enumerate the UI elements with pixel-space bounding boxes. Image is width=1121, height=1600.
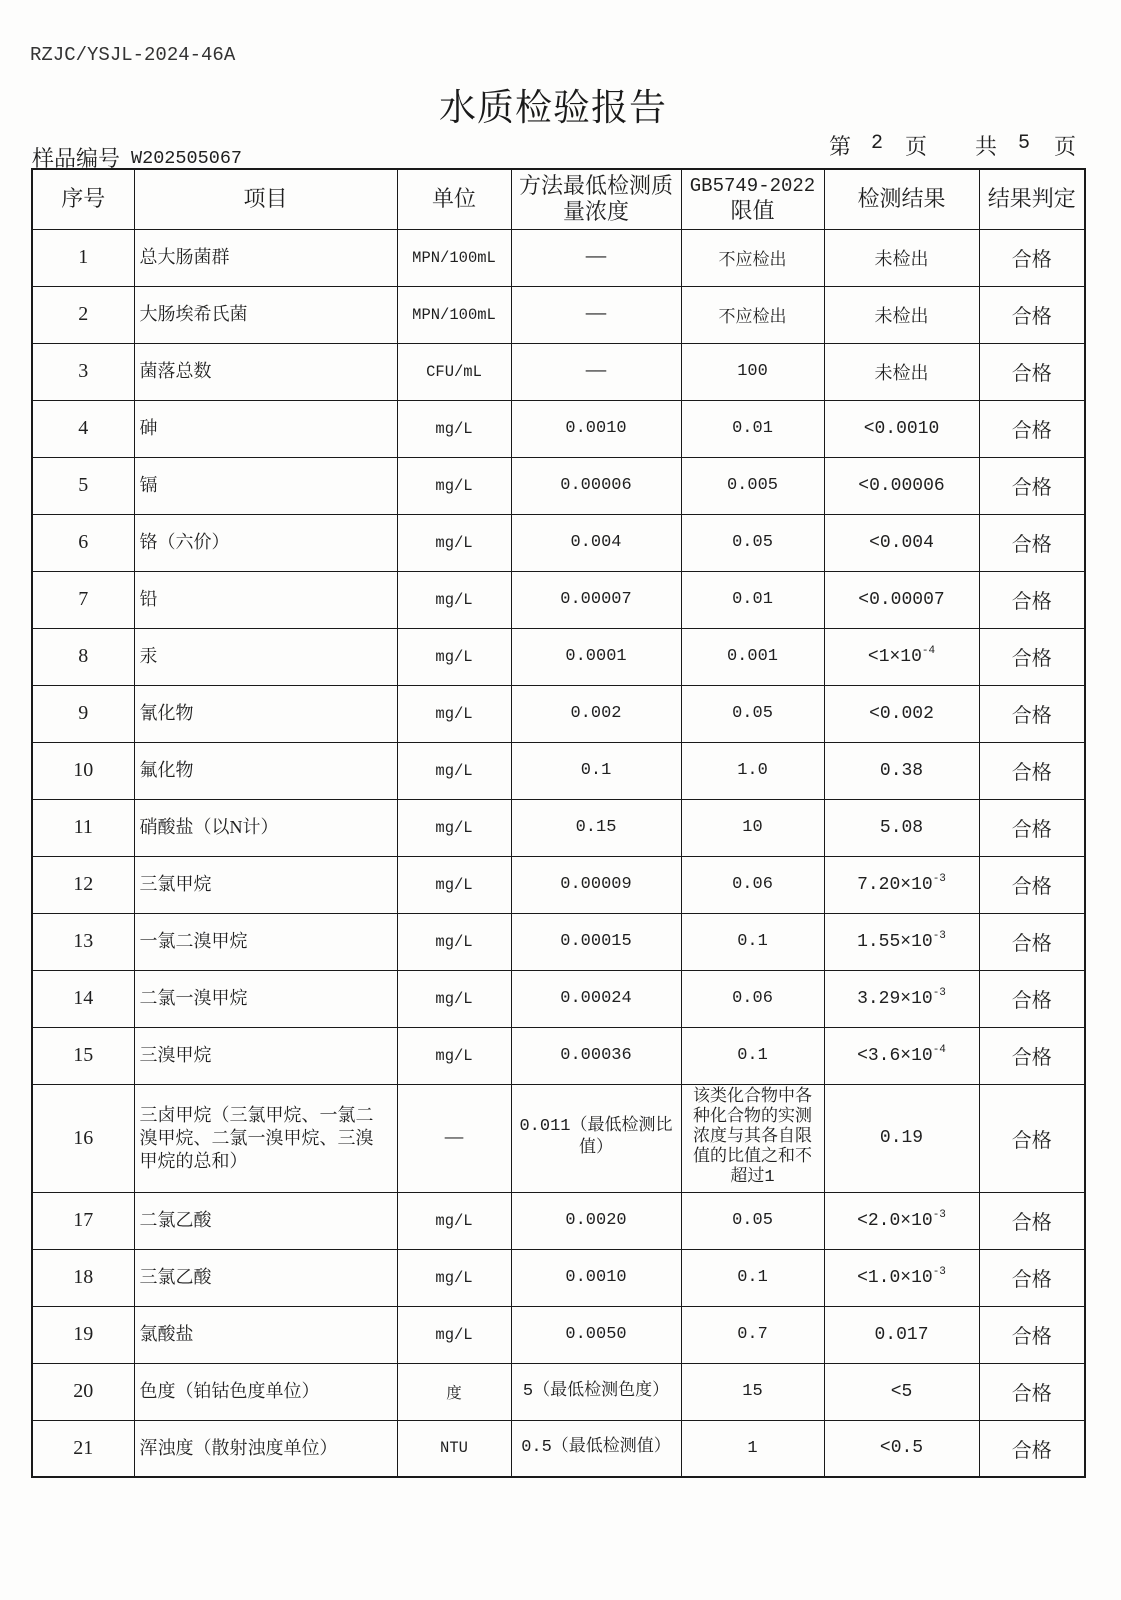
cell-detection-limit: 0.00009 — [511, 856, 681, 913]
cell-item: 镉 — [134, 457, 397, 514]
cell-no: 15 — [32, 1027, 134, 1084]
cell-item: 二氯一溴甲烷 — [134, 970, 397, 1027]
page-current: 2 — [871, 132, 884, 155]
cell-standard-limit: 0.05 — [681, 514, 824, 571]
cell-judgement: 合格 — [979, 571, 1085, 628]
cell-standard-limit: 1.0 — [681, 742, 824, 799]
cell-unit: mg/L — [397, 1306, 511, 1363]
cell-judgement: 合格 — [979, 1027, 1085, 1084]
cell-result: 5.08 — [824, 799, 979, 856]
cell-unit: MPN/100mL — [397, 286, 511, 343]
cell-item: 三卤甲烷（三氯甲烷、一氯二溴甲烷、二氯一溴甲烷、三溴甲烷的总和） — [134, 1084, 397, 1192]
cell-detection-limit: 0.0010 — [511, 1249, 681, 1306]
cell-result: <0.00006 — [824, 457, 979, 514]
cell-judgement: 合格 — [979, 799, 1085, 856]
cell-item: 氯酸盐 — [134, 1306, 397, 1363]
cell-detection-limit: 0.0001 — [511, 628, 681, 685]
table-row — [32, 856, 1085, 913]
cell-judgement: 合格 — [979, 1306, 1085, 1363]
cell-detection-limit: 0.011（最低检测比值） — [511, 1084, 681, 1192]
table-row — [32, 913, 1085, 970]
cell-detection-limit: 0.00024 — [511, 970, 681, 1027]
cell-result: 未检出 — [824, 343, 979, 400]
cell-item: 汞 — [134, 628, 397, 685]
cell-result: <0.5 — [824, 1420, 979, 1477]
cell-standard-limit: 1 — [681, 1420, 824, 1477]
cell-unit: mg/L — [397, 457, 511, 514]
cell-standard-limit: 该类化合物中各种化合物的实测浓度与其各自限值的比值之和不超过1 — [681, 1084, 824, 1192]
cell-no: 10 — [32, 742, 134, 799]
table-row — [32, 400, 1085, 457]
header-standard-limit-line2: 限值 — [730, 198, 775, 224]
cell-item: 铅 — [134, 571, 397, 628]
cell-detection-limit: 0.00036 — [511, 1027, 681, 1084]
cell-no: 7 — [32, 571, 134, 628]
cell-item: 三溴甲烷 — [134, 1027, 397, 1084]
cell-unit: mg/L — [397, 1192, 511, 1249]
cell-standard-limit: 0.1 — [681, 1249, 824, 1306]
header-result: 检测结果 — [824, 169, 979, 229]
cell-standard-limit: 0.06 — [681, 970, 824, 1027]
cell-no: 19 — [32, 1306, 134, 1363]
header-no: 序号 — [32, 169, 134, 229]
page-total-suffix: 页 — [1054, 134, 1077, 159]
page-total: 5 — [1018, 132, 1031, 155]
cell-item: 二氯乙酸 — [134, 1192, 397, 1249]
cell-no: 1 — [32, 229, 134, 286]
cell-unit: NTU — [397, 1420, 511, 1477]
cell-detection-limit: 0.004 — [511, 514, 681, 571]
cell-unit: —— — [397, 1084, 511, 1192]
cell-result: 0.19 — [824, 1084, 979, 1192]
cell-item: 总大肠菌群 — [134, 229, 397, 286]
cell-detection-limit: 0.00007 — [511, 571, 681, 628]
cell-judgement: 合格 — [979, 1363, 1085, 1420]
result-exponent: -3 — [932, 929, 946, 942]
table-row — [32, 685, 1085, 742]
table-row — [32, 571, 1085, 628]
cell-standard-limit: 0.05 — [681, 685, 824, 742]
cell-detection-limit: 0.15 — [511, 799, 681, 856]
result-exponent: -3 — [932, 1265, 946, 1278]
cell-item: 一氯二溴甲烷 — [134, 913, 397, 970]
cell-no: 20 — [32, 1363, 134, 1420]
cell-detection-limit: 0.5（最低检测值） — [511, 1420, 681, 1477]
cell-unit: mg/L — [397, 970, 511, 1027]
cell-detection-limit: 0.00006 — [511, 457, 681, 514]
cell-item: 铬（六价） — [134, 514, 397, 571]
cell-item: 色度（铂钴色度单位） — [134, 1363, 397, 1420]
cell-unit: mg/L — [397, 742, 511, 799]
table-row — [32, 799, 1085, 856]
cell-standard-limit: 不应检出 — [681, 286, 824, 343]
cell-detection-limit: 5（最低检测色度） — [511, 1363, 681, 1420]
header-detection-limit-line1: 方法最低检测质 — [518, 173, 673, 199]
cell-standard-limit: 0.01 — [681, 400, 824, 457]
cell-result — [824, 970, 979, 1027]
cell-detection-limit: —— — [511, 286, 681, 343]
cell-result: <5 — [824, 1363, 979, 1420]
page-suffix: 页 — [905, 134, 928, 159]
cell-judgement: 合格 — [979, 1420, 1085, 1477]
cell-item: 浑浊度（散射浊度单位） — [134, 1420, 397, 1477]
cell-no: 6 — [32, 514, 134, 571]
header-standard-limit-line1: GB5749-2022 — [689, 175, 816, 198]
table-row — [32, 1249, 1085, 1306]
cell-no: 11 — [32, 799, 134, 856]
cell-judgement: 合格 — [979, 628, 1085, 685]
result-exponent: -4 — [921, 644, 936, 657]
cell-standard-limit: 0.7 — [681, 1306, 824, 1363]
document-code: RZJC/YSJL-2024-46A — [30, 44, 236, 66]
cell-no: 16 — [32, 1084, 134, 1192]
cell-judgement: 合格 — [979, 913, 1085, 970]
table-row — [32, 1027, 1085, 1084]
table-header-row — [32, 169, 1085, 229]
cell-standard-limit: 15 — [681, 1363, 824, 1420]
cell-result — [824, 1027, 979, 1084]
cell-judgement: 合格 — [979, 1084, 1085, 1192]
header-judgement: 结果判定 — [979, 169, 1085, 229]
cell-no: 17 — [32, 1192, 134, 1249]
cell-judgement: 合格 — [979, 229, 1085, 286]
cell-unit: mg/L — [397, 628, 511, 685]
cell-unit: mg/L — [397, 1249, 511, 1306]
cell-no: 18 — [32, 1249, 134, 1306]
cell-item: 砷 — [134, 400, 397, 457]
sample-number-label: 样品编号 — [32, 146, 121, 171]
cell-judgement: 合格 — [979, 856, 1085, 913]
cell-unit: 度 — [397, 1363, 511, 1420]
cell-no: 3 — [32, 343, 134, 400]
table-row — [32, 343, 1085, 400]
cell-judgement: 合格 — [979, 514, 1085, 571]
cell-result: 0.017 — [824, 1306, 979, 1363]
cell-standard-limit: 10 — [681, 799, 824, 856]
cell-standard-limit: 0.001 — [681, 628, 824, 685]
cell-unit: mg/L — [397, 856, 511, 913]
cell-item: 硝酸盐（以N计） — [134, 799, 397, 856]
cell-detection-limit: 0.00015 — [511, 913, 681, 970]
result-exponent: -3 — [932, 872, 946, 885]
cell-result — [824, 913, 979, 970]
cell-result — [824, 1249, 979, 1306]
table-row — [32, 1192, 1085, 1249]
cell-no: 13 — [32, 913, 134, 970]
cell-item: 三氯甲烷 — [134, 856, 397, 913]
cell-unit: CFU/mL — [397, 343, 511, 400]
cell-unit: mg/L — [397, 1027, 511, 1084]
cell-detection-limit: —— — [511, 229, 681, 286]
result-exponent: -4 — [932, 1043, 946, 1056]
result-value: <1×10 — [867, 646, 922, 667]
result-value: 3.29×10 — [857, 988, 933, 1009]
result-value: 1.55×10 — [857, 931, 933, 952]
table-row — [32, 742, 1085, 799]
cell-judgement: 合格 — [979, 400, 1085, 457]
page-total-prefix: 共 — [975, 134, 998, 159]
result-value: <3.6×10 — [857, 1045, 933, 1066]
table-row — [32, 286, 1085, 343]
table-row — [32, 1084, 1085, 1192]
cell-no: 2 — [32, 286, 134, 343]
cell-standard-limit: 不应检出 — [681, 229, 824, 286]
header-detection-limit-line2: 量浓度 — [562, 199, 629, 225]
cell-judgement: 合格 — [979, 343, 1085, 400]
cell-detection-limit: 0.0050 — [511, 1306, 681, 1363]
cell-no: 12 — [32, 856, 134, 913]
result-value: <1.0×10 — [857, 1267, 933, 1288]
table-row — [32, 1363, 1085, 1420]
page-prefix: 第 — [829, 134, 852, 159]
cell-judgement: 合格 — [979, 1192, 1085, 1249]
cell-no: 8 — [32, 628, 134, 685]
cell-no: 4 — [32, 400, 134, 457]
cell-item: 大肠埃希氏菌 — [134, 286, 397, 343]
cell-no: 14 — [32, 970, 134, 1027]
header-item: 项目 — [134, 169, 397, 229]
sample-number: W202505067 — [131, 148, 243, 169]
cell-detection-limit: —— — [511, 343, 681, 400]
test-results-table — [31, 168, 1086, 1478]
cell-judgement: 合格 — [979, 286, 1085, 343]
cell-detection-limit: 0.0020 — [511, 1192, 681, 1249]
cell-result — [824, 856, 979, 913]
cell-unit: mg/L — [397, 571, 511, 628]
cell-unit: mg/L — [397, 913, 511, 970]
cell-standard-limit: 0.1 — [681, 1027, 824, 1084]
cell-standard-limit: 0.005 — [681, 457, 824, 514]
cell-judgement: 合格 — [979, 457, 1085, 514]
result-value: <2.0×10 — [857, 1210, 933, 1231]
header-standard-limit — [681, 169, 824, 229]
cell-detection-limit: 0.1 — [511, 742, 681, 799]
cell-no: 9 — [32, 685, 134, 742]
cell-standard-limit: 0.01 — [681, 571, 824, 628]
cell-standard-limit: 0.06 — [681, 856, 824, 913]
cell-result: 未检出 — [824, 286, 979, 343]
cell-judgement: 合格 — [979, 742, 1085, 799]
cell-no: 21 — [32, 1420, 134, 1477]
cell-result: <0.0010 — [824, 400, 979, 457]
cell-standard-limit: 0.05 — [681, 1192, 824, 1249]
cell-item: 氟化物 — [134, 742, 397, 799]
cell-item: 氰化物 — [134, 685, 397, 742]
table-row — [32, 229, 1085, 286]
cell-judgement: 合格 — [979, 1249, 1085, 1306]
result-exponent: -3 — [932, 1208, 946, 1221]
table-row — [32, 628, 1085, 685]
cell-standard-limit: 0.1 — [681, 913, 824, 970]
cell-result: <0.00007 — [824, 571, 979, 628]
cell-unit: mg/L — [397, 514, 511, 571]
cell-result: <0.004 — [824, 514, 979, 571]
header-unit: 单位 — [397, 169, 511, 229]
cell-unit: mg/L — [397, 799, 511, 856]
cell-unit: MPN/100mL — [397, 229, 511, 286]
cell-no: 5 — [32, 457, 134, 514]
cell-result: 未检出 — [824, 229, 979, 286]
cell-detection-limit: 0.002 — [511, 685, 681, 742]
table-row — [32, 514, 1085, 571]
cell-result: 0.38 — [824, 742, 979, 799]
cell-result: <0.002 — [824, 685, 979, 742]
result-exponent: -3 — [932, 986, 946, 999]
cell-unit: mg/L — [397, 400, 511, 457]
cell-judgement: 合格 — [979, 685, 1085, 742]
table-row — [32, 1306, 1085, 1363]
cell-result — [824, 628, 979, 685]
cell-item: 三氯乙酸 — [134, 1249, 397, 1306]
header-detection-limit — [511, 169, 681, 229]
table-row — [32, 970, 1085, 1027]
cell-judgement: 合格 — [979, 970, 1085, 1027]
cell-standard-limit: 100 — [681, 343, 824, 400]
table-row — [32, 457, 1085, 514]
report-title: 水质检验报告 — [439, 88, 667, 129]
table-row — [32, 1420, 1085, 1477]
cell-item: 菌落总数 — [134, 343, 397, 400]
result-value: 7.20×10 — [857, 874, 933, 895]
cell-unit: mg/L — [397, 685, 511, 742]
cell-result — [824, 1192, 979, 1249]
cell-detection-limit: 0.0010 — [511, 400, 681, 457]
